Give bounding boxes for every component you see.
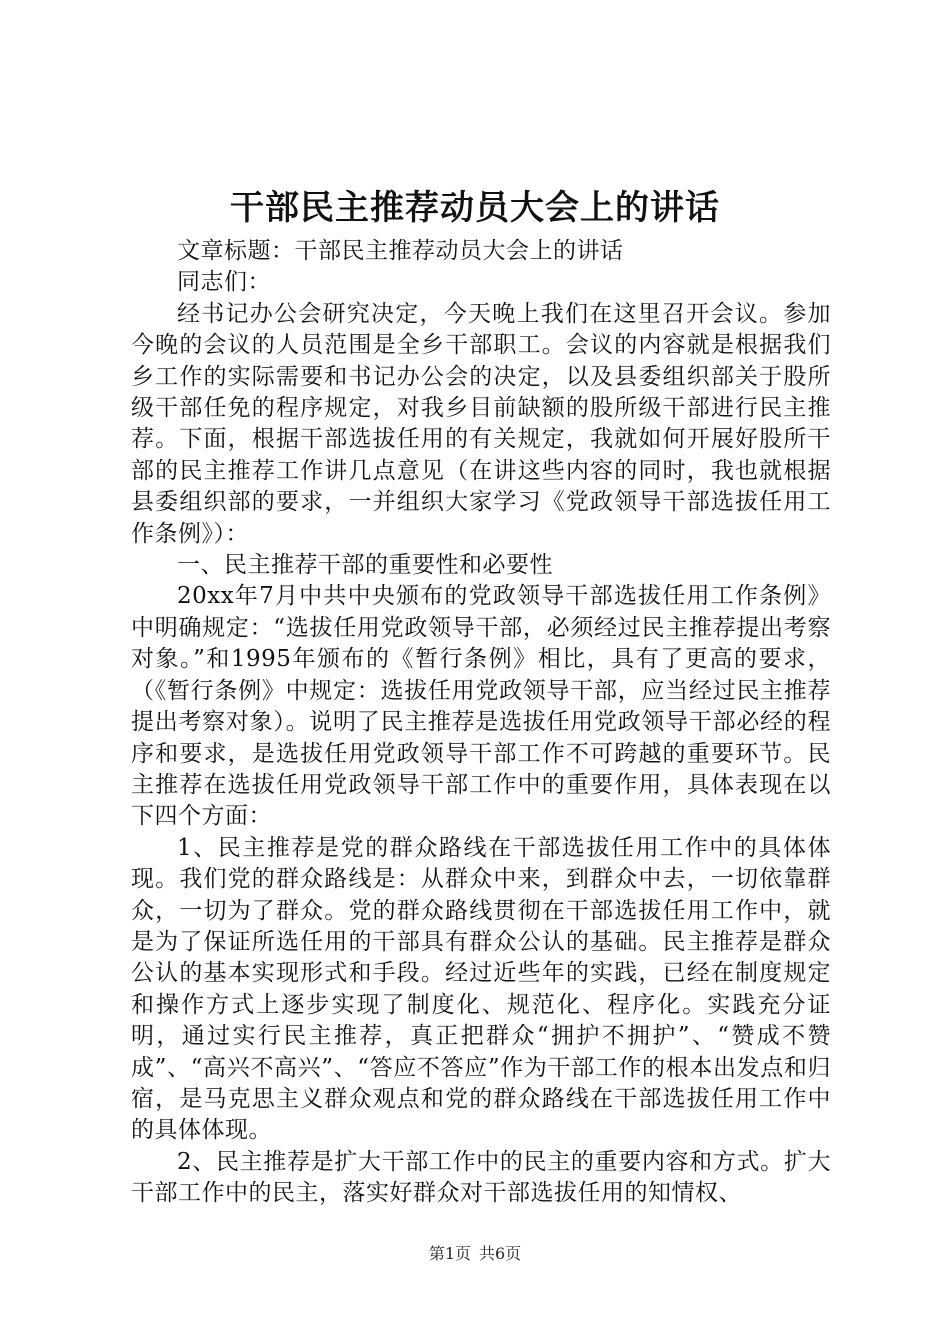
- paragraph-point-2: 2、民主推荐是扩大干部工作中的民主的重要内容和方式。扩大干部工作中的民主，落实好群众对干部选拔任用的知情权、: [131, 1148, 831, 1207]
- document-title: 干部民主推荐动员大会上的讲话: [230, 188, 720, 228]
- paragraph-intro: 经书记办公会研究决定，今天晚上我们在这里召开会议。参加今晚的会议的人员范围是全乡干部职工。会议的内容就是根据我们乡工作的实际需要和书记办公会的决定，以及县委组织部关于股所级干部任免的程序规定，对我乡目前缺额的股所级干部进行民主推荐。下面，根据干部选拔任用的有关规定，我就如何开展好股所干部的民主推荐工作讲几点意见（在讲这些内容的同时，我也就根据县委组织部的要求，一并组织大家学习《党政领导干部选拔任用工作条例》）：: [131, 300, 831, 547]
- paragraph-article-heading: 文章标题：干部民主推荐动员大会上的讲话: [177, 238, 624, 264]
- paragraph-salutation: 同志们：: [177, 269, 271, 296]
- page-number: 第1页: [428, 1244, 471, 1263]
- section-heading-1: 一、民主推荐干部的重要性和必要性: [177, 552, 553, 579]
- page-footer: [0, 1242, 950, 1266]
- paragraph-point-1: 1、民主推荐是党的群众路线在干部选拔任用工作中的具体体现。我们党的群众路线是：从群众中来，到群众中去，一切依靠群众，一切为了群众。党的群众路线贯彻在干部选拔任用工作中，就是为了保证所选任用的干部具有群众公认的基础。民主推荐是群众公认的基本实现形式和手段。经过近些年的实践，已经在制度规定和操作方式上逐步实现了制度化、规范化、程序化。实践充分证明，通过实行民主推荐，真正把群众“拥护不拥护”、“赞成不赞成”、“高兴不高兴”、“答应不答应”作为干部工作的根本出发点和归宿，是马克思主义群众观点和党的群众路线在干部选拔任用工作中的具体体现。: [131, 834, 831, 1144]
- paragraph-regulation: 20xx年7月中共中央颁布的党政领导干部选拔任用工作条例》中明确规定：“选拔任用党政领导干部，必须经过民主推荐提出考察对象。”和1995年颁布的《暂行条例》相比，具有了更高的要求，（《暂行条例》中规定：选拔任用党政领导干部，应当经过民主推荐提出考察对象）。说明了民主推荐是选拔任用党政领导干部必经的程序和要求，是选拔任用党政领导干部工作不可跨越的重要环节。民主推荐在选拔任用党政领导干部工作中的重要作用，具体表现在以下四个方面：: [131, 583, 831, 830]
- page-total: 共6页: [479, 1244, 522, 1263]
- document-body: [131, 236, 831, 1210]
